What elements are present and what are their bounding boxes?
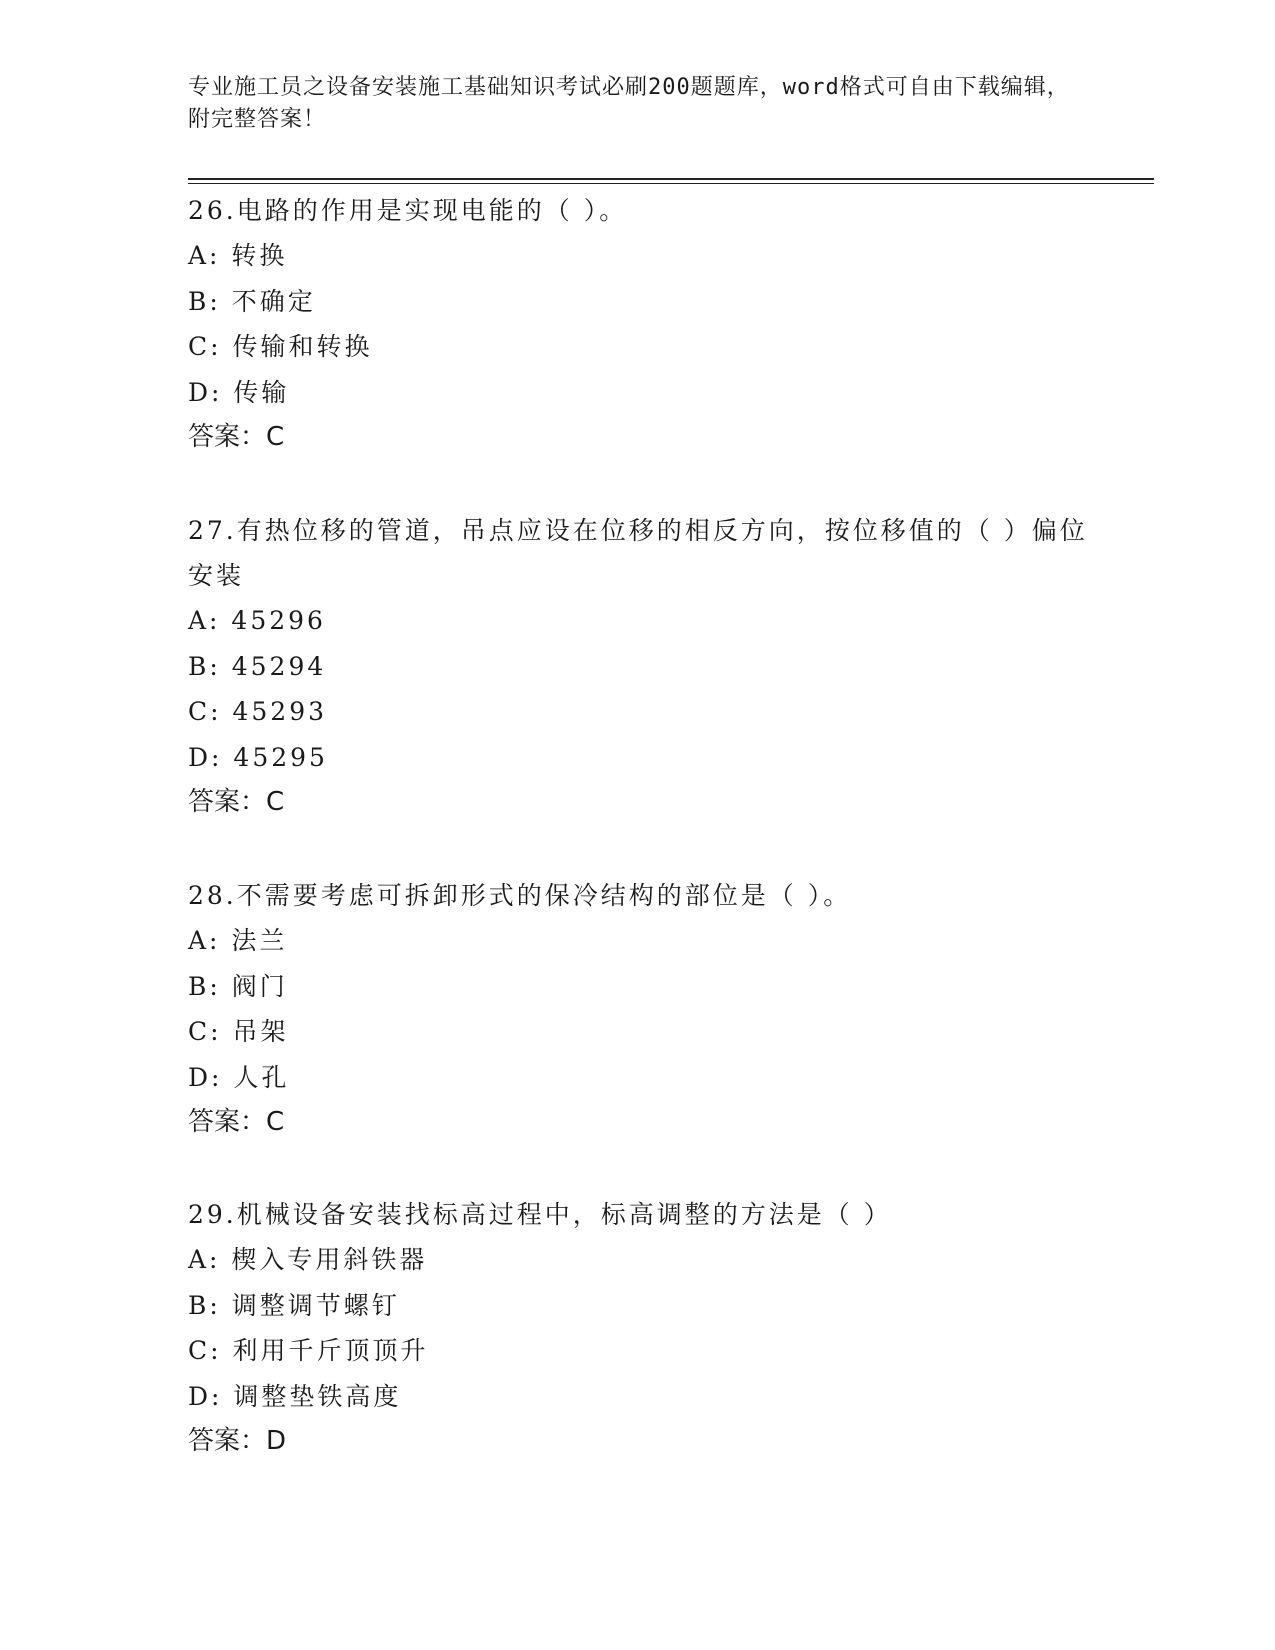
question-29 xyxy=(188,1192,1088,1464)
option-b: B: 不确定 xyxy=(188,286,316,316)
question-28 xyxy=(188,873,1088,1145)
header-divider-thin xyxy=(188,183,1154,184)
option-a: A: 法兰 xyxy=(188,926,288,955)
question-stem: 27.有热位移的管道，吊点应设在位移的相反方向，按位移值的（ ）偏位安装 xyxy=(188,516,1088,590)
option-a: A: 楔入专用斜铁器 xyxy=(188,1245,428,1274)
option-d: D: 45295 xyxy=(188,742,328,772)
option-b: B: 45294 xyxy=(188,651,327,681)
option-d: D: 调整垫铁高度 xyxy=(188,1381,402,1411)
question-stem: 29.机械设备安装找标高过程中，标高调整的方法是（ ） xyxy=(188,1200,892,1229)
option-c: C: 吊架 xyxy=(188,1017,289,1046)
option-a: A: 转换 xyxy=(188,241,288,270)
option-c: C: 传输和转换 xyxy=(188,332,373,361)
option-b: B: 调整调节螺钉 xyxy=(188,1290,400,1320)
answer: 答案：D xyxy=(188,1426,287,1456)
option-c: C: 45293 xyxy=(188,697,328,726)
question-stem: 28.不需要考虑可拆卸形式的保冷结构的部位是（ ）。 xyxy=(188,881,852,910)
answer: 答案：C xyxy=(188,1107,285,1137)
question-27 xyxy=(188,508,1088,825)
question-26 xyxy=(188,188,1088,460)
option-b: B: 阀门 xyxy=(188,971,288,1001)
option-d: D: 人孔 xyxy=(188,1062,290,1092)
document-title: 专业施工员之设备安装施工基础知识考试必刷200题题库，word格式可自由下载编辑，附完整答案！ xyxy=(188,75,1070,132)
header-divider xyxy=(188,178,1154,180)
option-d: D: 传输 xyxy=(188,377,290,407)
question-stem: 26.电路的作用是实现电能的（ ）。 xyxy=(188,196,628,225)
answer: 答案：C xyxy=(188,422,285,452)
answer: 答案：C xyxy=(188,787,285,817)
option-c: C: 利用千斤顶顶升 xyxy=(188,1336,429,1365)
option-a: A: 45296 xyxy=(188,606,326,635)
